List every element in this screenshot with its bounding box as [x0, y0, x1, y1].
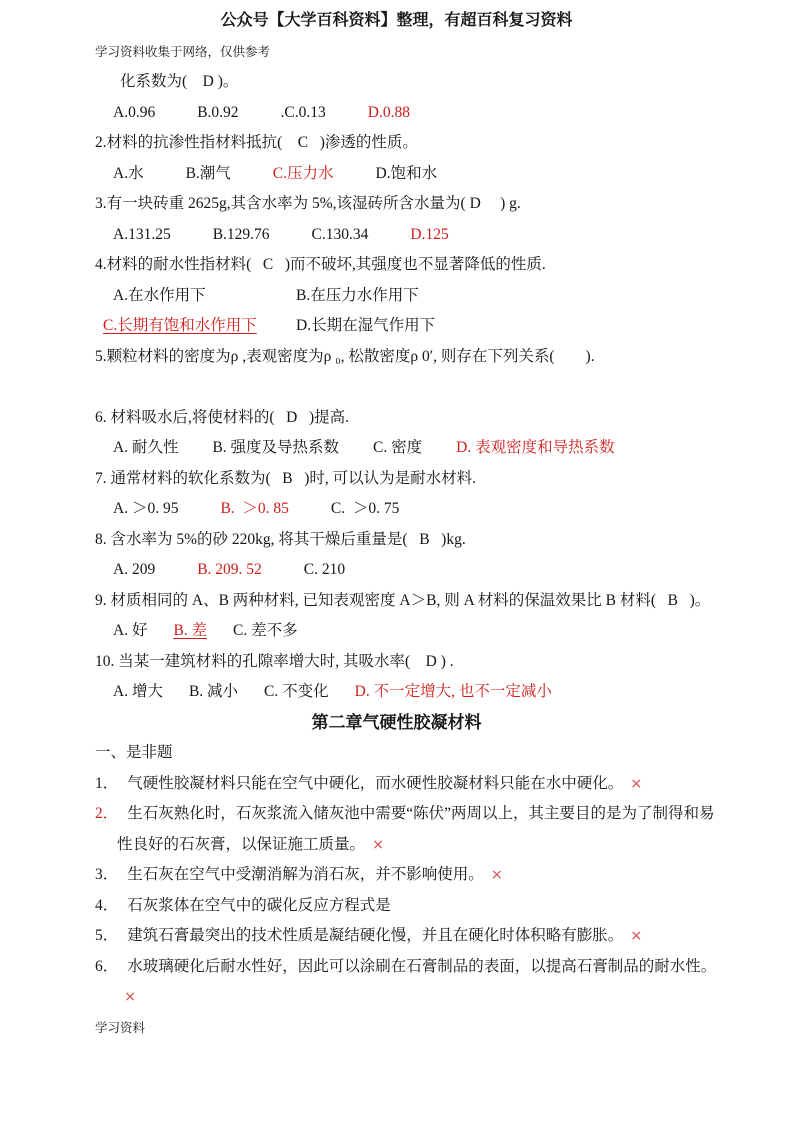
tf-text: 水玻璃硬化后耐水性好，因此可以涂刷在石膏制品的表面，以提高石膏制品的耐水性。 [127, 957, 717, 975]
question-stem: 3.有一块砖重 2625g,其含水率为 5%,该湿砖所含水量为( D ) g. [95, 195, 521, 212]
options-row [95, 433, 738, 464]
tf-text: 生石灰熟化时，石灰浆流入储灰池中需要“陈伏”两周以上，其主要目的是为了制得和易性良好的石灰膏，以保证施工质量。 [117, 805, 715, 853]
tf-number: 3． [95, 866, 119, 883]
question-stem: 5.颗粒材料的密度为ρ ,表观密度为ρ ₀, 松散密度ρ 0′, 则存在下列关系( ). [95, 347, 595, 365]
tf-item-4 [95, 891, 720, 922]
mcq-question-9 [95, 586, 738, 647]
mcq-question-1 [95, 67, 738, 128]
question-stem: 10. 当某一建筑材料的孔隙率增大时, 其吸水率( D ) . [95, 652, 454, 670]
option-d: D. 表观密度和导热系数 [456, 439, 615, 456]
tf-item-5 [95, 921, 720, 952]
options-row [95, 494, 738, 525]
option-c: C. 差不多 [233, 622, 298, 639]
option-b: B.129.76 [212, 225, 270, 243]
tf-number: 5． [95, 927, 119, 944]
option-a: A. 好 [113, 622, 148, 639]
options-row [95, 677, 738, 708]
option-b: B.潮气 [185, 164, 231, 182]
option-b: B. ＞0. 85 [220, 500, 289, 517]
option-c: C.130.34 [311, 225, 369, 243]
mcq-question-8 [95, 525, 738, 586]
question-stem: 7. 通常材料的软化系数为( B )时, 可以认为是耐水材料. [95, 469, 477, 487]
blank-line [95, 372, 738, 403]
tf-text: 气硬性胶凝材料只能在空气中硬化，而水硬性胶凝材料只能在水中硬化。 [127, 774, 624, 792]
true-false-list [95, 769, 720, 1013]
question-stem: 化系数为( D )。 [120, 73, 239, 90]
wrong-mark: × [490, 867, 503, 883]
mcq-question-7 [95, 464, 738, 525]
wrong-mark: × [630, 928, 643, 944]
option-b: B. 差 [173, 622, 208, 639]
option-a: A.在水作用下 [113, 286, 206, 304]
options-row-1 [95, 281, 738, 312]
option-d: D.长期在湿气作用下 [296, 317, 436, 334]
options-row [95, 555, 738, 586]
option-b: B. 强度及导热系数 [212, 439, 340, 456]
tf-text: 建筑石膏最突出的技术性质是凝结硬化慢，并且在硬化时体积略有膨胀。 [127, 927, 624, 944]
tf-text: 生石灰在空气中受潮消解为消石灰，并不影响使用。 [127, 866, 484, 883]
mcq-question-2 [95, 128, 738, 189]
option-c: .C.0.13 [280, 103, 326, 121]
option-b: B.0.92 [197, 103, 239, 121]
source-note: 学习资料收集于网络，仅供参考 [95, 44, 271, 59]
option-b: B. 减小 [188, 683, 239, 700]
options-row [95, 616, 738, 647]
mcq-question-10 [95, 647, 738, 708]
option-c: C.压力水 [272, 164, 334, 182]
option-b: B. 209. 52 [197, 561, 262, 578]
wrong-mark: × [630, 775, 643, 792]
wrong-mark: × [124, 989, 137, 1005]
mcq-question-6 [95, 403, 738, 464]
option-d: D. 不一定增大, 也不一定减小 [354, 683, 552, 700]
tf-item-2 [95, 799, 720, 860]
option-a: A. 增大 [113, 683, 163, 700]
options-row-2 [95, 311, 738, 342]
wrong-mark: × [372, 836, 385, 853]
option-a: A.131.25 [113, 225, 171, 243]
question-stem: 9. 材质相同的 A、B 两种材料, 已知表观密度 A＞B, 则 A 材料的保温效果比 B 材料( B )。 [95, 591, 711, 609]
option-d: D.0.88 [367, 103, 410, 121]
option-c: C.长期有饱和水作用下 [103, 317, 257, 334]
question-stem: 8. 含水率为 5%的砂 220kg, 将其干燥后重量是( B )kg. [95, 530, 466, 548]
option-c: C. 密度 [373, 439, 423, 456]
option-a: A. 209 [113, 561, 156, 578]
option-d: D.125 [410, 225, 449, 243]
option-a: A. ＞0. 95 [113, 500, 179, 517]
chapter-title: 第二章气硬性胶凝材料 [311, 712, 482, 732]
tf-number: 2． [95, 805, 119, 822]
question-stem: 4.材料的耐水性指材料( C )而不破坏,其强度也不显著降低的性质. [95, 256, 546, 273]
option-a: A. 耐久性 [113, 439, 179, 456]
option-b: B.在压力水作用下 [296, 286, 419, 304]
tf-number: 6． [95, 957, 119, 975]
options-row [95, 220, 738, 251]
options-row [95, 98, 738, 129]
option-a: A.0.96 [113, 103, 156, 121]
tf-item-1 [95, 769, 720, 800]
option-c: C. 210 [303, 561, 346, 578]
true-false-heading: 一、是非题 [95, 744, 173, 761]
option-c: C. ＞0. 75 [330, 500, 400, 517]
option-a: A.水 [113, 164, 144, 182]
option-c: C. 不变化 [264, 683, 329, 700]
tf-number: 4． [95, 896, 119, 914]
tf-item-6 [95, 952, 720, 1013]
page-footer: 学习资料 [95, 1020, 146, 1035]
option-d: D.饱和水 [375, 164, 438, 182]
question-stem: 2.材料的抗渗性指材料抵抗( C )渗透的性质。 [95, 134, 418, 151]
mcq-question-4 [95, 250, 738, 342]
question-stem: 6. 材料吸水后,将使材料的( D )提高. [95, 408, 350, 426]
page-title: 公众号【大学百科资料】整理，有超百科复习资料 [220, 12, 573, 29]
tf-item-3 [95, 860, 720, 891]
mcq-question-5 [95, 342, 738, 373]
options-row [95, 159, 738, 190]
tf-text: 石灰浆体在空气中的碳化反应方程式是 [127, 896, 391, 914]
mcq-question-3 [95, 189, 738, 250]
tf-number: 1． [95, 774, 119, 792]
